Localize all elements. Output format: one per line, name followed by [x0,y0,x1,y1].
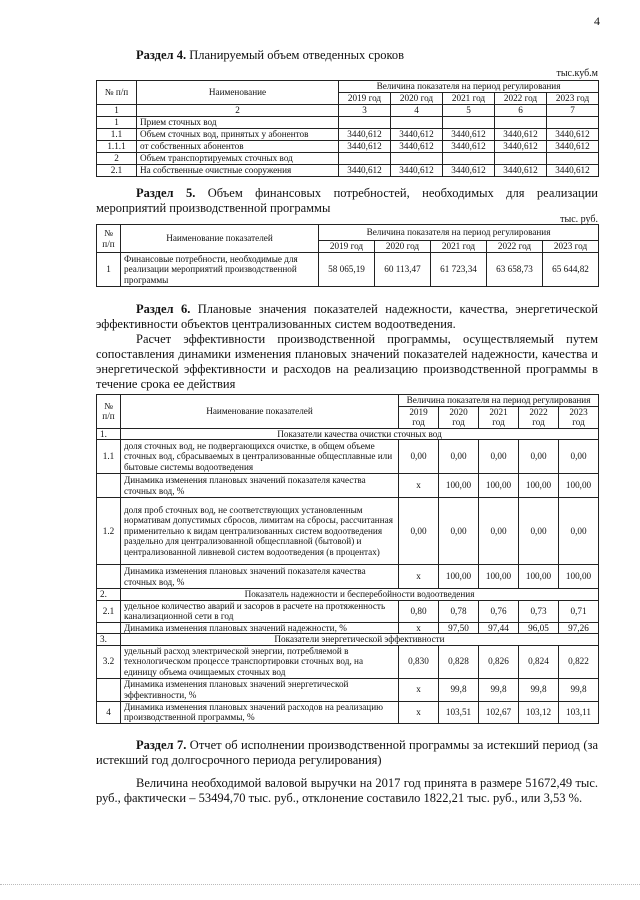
s6-row-value: 0,00 [399,498,439,565]
s6-row-name: Динамика изменения плановых значений энергетической эффективности, % [121,678,399,701]
s4-row-value: 3440,612 [443,141,495,153]
s4-row-value [339,153,391,165]
s4-row-value [443,117,495,129]
s4-colnum: 6 [495,105,547,117]
s6-row-num: 2.1 [97,600,121,622]
s6-row-value: 0,78 [439,600,479,622]
s4-row-value: 3440,612 [443,165,495,177]
s6-table-row [97,701,599,723]
s4-row-value: 3440,612 [547,165,599,177]
s6-row-num [97,622,121,634]
s6-section-num: 3. [97,634,121,646]
s5-year: 2020 год [375,241,431,253]
s6-row-value: 0,00 [519,440,559,474]
s6-table-row [97,678,599,701]
s6-section-title: Показатель надежности и бесперебойности водоотведения [121,589,599,601]
s6-row-value: 0,824 [519,645,559,678]
s6-row-value: 0,828 [439,645,479,678]
s4-year: 2021 год [443,93,495,105]
s6-row-value: 100,00 [559,474,599,498]
s4-colnum: 7 [547,105,599,117]
s5-header-name: Наименование показателей [121,225,319,253]
section5-table [96,224,599,287]
s6-row-value: 0,00 [439,440,479,474]
s6-section-row [97,634,599,646]
section7-title-rest: Отчет об исполнении производственной программы за истекший период (за истекший год долгосрочного периода регулирования) [96,738,598,767]
s6-row-value: x [399,678,439,701]
s6-row-value: 100,00 [439,565,479,589]
s4-row-value: 3440,612 [339,141,391,153]
s6-row-value: 103,51 [439,701,479,723]
s4-colnum: 1 [97,105,137,117]
s6-row-value: 0,00 [399,440,439,474]
s6-row-num: 4 [97,701,121,723]
s6-row-value: 100,00 [479,474,519,498]
s4-row-value: 3440,612 [547,141,599,153]
s6-row-value: 97,44 [479,622,519,634]
s4-row-value: 3440,612 [547,129,599,141]
s5-year: 2023 год [543,241,599,253]
s5-data-row [97,253,599,287]
section5-heading [96,186,598,216]
section5-title-rest: Объем финансовых потребностей, необходимых для реализации мероприятий производственной программы [96,186,598,215]
s6-table-row [97,600,599,622]
s4-header-period: Величина показателя на период регулирования [339,81,599,93]
s4-table-row [97,117,599,129]
s6-row-value: 0,830 [399,645,439,678]
s4-colnum: 5 [443,105,495,117]
s6-row-num [97,678,121,701]
s4-year: 2023 год [547,93,599,105]
s6-row-num: 1.1 [97,440,121,474]
s4-row-value [495,117,547,129]
s6-row-value: 97,50 [439,622,479,634]
s4-row-name: от собственных абонентов [137,141,339,153]
s6-row-num [97,565,121,589]
s4-table-row [97,141,599,153]
s6-row-value: 99,8 [519,678,559,701]
s6-row-value: x [399,701,439,723]
section7-paragraph: Величина необходимой валовой выручки на 2017 год принята в размере 51672,49 тыс. руб., фактически – 53494,70 тыс. руб., отклонение составило 1822,21 тыс. руб., или 3,53 %. [96,776,598,805]
s5-header-num: № п/п [97,225,121,253]
section6-intro: Расчет эффективности производственной программы, осуществляемый путем сопоставления динамики изменения плановых значений показателей надежности, качества и энергетической эффективности и расходов на реализацию производственной программы в течение срока ее действия [96,332,598,391]
s5-row-value: 65 644,82 [543,253,599,287]
s6-section-row [97,589,599,601]
s4-colnum: 2 [137,105,339,117]
s4-row-num: 1.1 [97,129,137,141]
s4-year: 2022 год [495,93,547,105]
s4-row-name: Прием сточных вод [137,117,339,129]
s4-header-name: Наименование [137,81,339,105]
s6-section-title: Показатели энергетической эффективности [121,634,599,646]
s6-row-name: Динамика изменения плановых значений расходов на реализацию производственной программы, % [121,701,399,723]
s6-table-row [97,474,599,498]
s6-row-value: 100,00 [479,565,519,589]
section4-table [96,80,599,177]
s6-header-num: № п/п [97,395,121,429]
s6-row-value: 100,00 [439,474,479,498]
s5-row-value: 63 658,73 [487,253,543,287]
section4-unit: тыс.куб.м [556,68,598,79]
s6-row-name: доля проб сточных вод, не соответствующих установленным нормативам допустимых сбросов, лимитам на сбросы, рассчитанная применительно к видам централизованных систем водоотведения раздельно для централизованной общесплавной (бытовой) и централизованной ливневой систем водоотведения (в процентах) [121,498,399,565]
s6-row-value: 0,71 [559,600,599,622]
section6-title-rest: Плановые значения показателей надежности, качества, энергетической эффективности объектов централизованных систем водоотведения. [96,302,598,331]
s4-row-value: 3440,612 [495,141,547,153]
s6-row-value: 96,05 [519,622,559,634]
s6-row-value: 99,8 [479,678,519,701]
s6-row-value: 0,00 [559,498,599,565]
section4-title-rest: Планируемый объем отведенных сроков [186,48,405,62]
s4-table-row [97,153,599,165]
section7-title-bold: Раздел 7. [136,738,187,752]
section6-heading [96,302,598,332]
s6-row-name: удельный расход электрической энергии, потребляемой в технологическом процессе транспортировки сточных вод, на единицу объема очищаемых сточных вод [121,645,399,678]
s4-row-value [547,153,599,165]
s4-row-num: 2 [97,153,137,165]
s4-row-num: 2.1 [97,165,137,177]
s5-year: 2019 год [319,241,375,253]
s6-row-value: 103,11 [559,701,599,723]
s4-row-value [391,117,443,129]
s4-row-value: 3440,612 [495,129,547,141]
s4-row-name: На собственные очистные сооружения [137,165,339,177]
s4-year: 2019 год [339,93,391,105]
s6-year: 2021 год [479,406,519,428]
s5-row-value: 58 065,19 [319,253,375,287]
s6-row-value: 99,8 [559,678,599,701]
s6-row-value: x [399,622,439,634]
s6-row-value: 0,80 [399,600,439,622]
s4-row-value [495,153,547,165]
s6-year: 2019 год [399,406,439,428]
s4-year: 2020 год [391,93,443,105]
bottom-divider [0,884,640,885]
s4-row-value: 3440,612 [339,165,391,177]
s6-row-name: Динамика изменения плановых значений показателя качества сточных вод, % [121,565,399,589]
s4-row-value: 3440,612 [443,129,495,141]
s6-row-value: 0,00 [439,498,479,565]
s4-row-name: Объем сточных вод, принятых у абонентов [137,129,339,141]
s6-row-value: 100,00 [519,474,559,498]
section5-unit: тыс. руб. [560,214,598,225]
s6-row-value: 0,00 [479,440,519,474]
s5-year: 2021 год [431,241,487,253]
s4-row-num: 1 [97,117,137,129]
s6-table-row [97,440,599,474]
s4-row-value [547,117,599,129]
s6-table-row [97,498,599,565]
section6-table [96,394,599,724]
s4-row-value: 3440,612 [495,165,547,177]
section6-title-bold: Раздел 6. [136,302,191,316]
s6-header-name: Наименование показателей [121,395,399,429]
s6-row-value: 0,826 [479,645,519,678]
s6-year: 2023 год [559,406,599,428]
s6-row-name: удельное количество аварий и засоров в расчете на протяженность канализационной сети в год [121,600,399,622]
s5-row-value: 60 113,47 [375,253,431,287]
s4-row-value: 3440,612 [339,129,391,141]
s6-row-value: 0,00 [519,498,559,565]
s6-row-value: 100,00 [559,565,599,589]
s4-row-value [339,117,391,129]
s6-section-num: 1. [97,428,121,440]
s6-row-num: 1.2 [97,498,121,565]
s6-row-value: x [399,565,439,589]
s6-row-name: Динамика изменения плановых значений показателя качества сточных вод, % [121,474,399,498]
s6-row-num [97,474,121,498]
s6-table-row [97,622,599,634]
s4-colnum: 3 [339,105,391,117]
s6-row-value: 0,76 [479,600,519,622]
s4-row-name: Объем транспортируемых сточных вод [137,153,339,165]
s4-colnum-row [97,105,599,117]
s4-row-value: 3440,612 [391,129,443,141]
s4-colnum: 4 [391,105,443,117]
s4-row-num: 1.1.1 [97,141,137,153]
s6-row-value: x [399,474,439,498]
s6-row-value: 0,00 [479,498,519,565]
s4-row-value: 3440,612 [391,141,443,153]
s5-row-name: Финансовые потребности, необходимые для реализации мероприятий производственной программы [121,253,319,287]
s6-row-value: 0,73 [519,600,559,622]
s4-row-value [391,153,443,165]
s6-year: 2022 год [519,406,559,428]
s5-row-num: 1 [97,253,121,287]
s6-row-num: 3.2 [97,645,121,678]
s5-year: 2022 год [487,241,543,253]
s6-row-name: доля сточных вод, не подвергающихся очистке, в общем объеме сточных вод, сбрасываемых в централизованные общесплавные или бытовые системы водоотведения [121,440,399,474]
s6-section-num: 2. [97,589,121,601]
page-number: 4 [594,14,600,28]
s6-header-period: Величина показателя на период регулирования [399,395,599,407]
s6-section-row [97,428,599,440]
s6-row-value: 99,8 [439,678,479,701]
s4-header-num: № п/п [97,81,137,105]
s6-row-value: 0,822 [559,645,599,678]
section4-title-bold: Раздел 4. [136,48,187,62]
s5-header-period: Величина показателя на период регулирования [319,225,599,241]
section4-heading [136,48,576,63]
s6-row-name: Динамика изменения плановых значений надежности, % [121,622,399,634]
s6-year: 2020 год [439,406,479,428]
s6-section-title: Показатели качества очистки сточных вод [121,428,599,440]
s6-row-value: 97,26 [559,622,599,634]
s6-row-value: 103,12 [519,701,559,723]
s4-row-value [443,153,495,165]
s4-table-row [97,129,599,141]
s6-row-value: 0,00 [559,440,599,474]
s6-row-value: 100,00 [519,565,559,589]
s6-row-value: 102,67 [479,701,519,723]
section7-heading [96,738,598,768]
s6-table-row [97,645,599,678]
s4-table-row [97,165,599,177]
s6-table-row [97,565,599,589]
section5-title-bold: Раздел 5. [136,186,196,200]
s4-row-value: 3440,612 [391,165,443,177]
s5-row-value: 61 723,34 [431,253,487,287]
